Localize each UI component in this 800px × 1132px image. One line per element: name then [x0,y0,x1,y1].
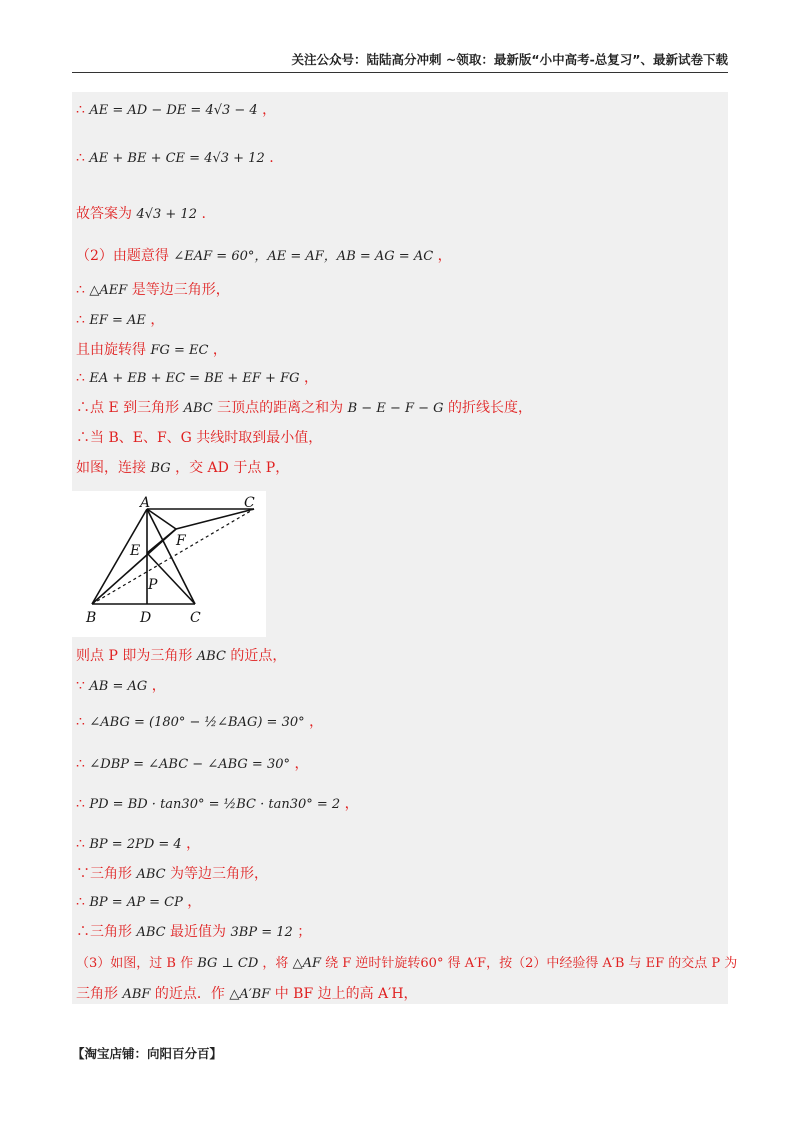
label-f: F [176,533,186,549]
line-8: ∴ EA + EB + EC = BE + EF + FG ， [76,370,318,386]
page-footer [72,1044,222,1062]
segment-fc-top [176,509,254,529]
label-b: B [86,610,97,626]
line-12: 则点 P 即为三角形 ABC 的近点， [76,648,287,664]
line-16: ∴ PD = BD · tan30° = ½BC · tan30° = 2 ， [76,796,359,812]
label-c-top: C [244,495,255,511]
line-22: 三角形 ABF 的近点．作 △A′BF 中 BF 边上的高 A′H， [76,986,418,1002]
label-e: E [130,543,141,559]
line-10: ∴当 B、E、F、G 共线时取到最小值， [76,430,323,446]
label-c-bottom: C [190,610,201,626]
line-7: 且由旋转得 FG = EC ， [76,342,227,358]
segment-bg-dashed [92,509,254,604]
footer-text: 【淘宝店铺：向阳百分百】 [72,1046,223,1061]
line-17: ∴ BP = 2PD = 4 ， [76,836,201,852]
line-4: （2）由题意得 ∠EAF = 60°，AE = AF，AB = AG = AC ， [76,248,452,264]
line-15: ∴ ∠DBP = ∠ABC − ∠ABG = 30° ， [76,756,309,772]
label-a: A [140,495,151,511]
line-19: ∴ BP = AP = CP ， [76,894,202,910]
line-14: ∴ ∠ABG = (180° − ½∠BAG) = 30° ， [76,714,324,730]
line-13: ∵ AB = AG ， [76,678,166,694]
page-header [72,50,728,73]
line-18: ∵三角形 ABC 为等边三角形， [76,866,269,882]
line-1: ∴ AE = AD − DE = 4√3 − 4 ， [76,102,277,118]
line-21: （3）如图，过 B 作 BG ⊥ CD ，将 △AF 绕 F 逆时针旋转60° 得 A′F，按（2）中经验得 A′B 与 EF 的交点 P 为 [76,956,738,971]
geometry-figure [72,491,266,637]
header-text: 关注公众号：陆陆高分冲刺 ~领取：最新版“小中高考-总复习”、最新试卷下载 [291,52,728,67]
line-5: ∴ △AEF 是等边三角形， [76,282,230,298]
segment-ef [147,529,176,553]
line-20: ∴三角形 ABC 最近值为 3BP = 12 ； [76,924,312,940]
label-p: P [148,577,158,593]
geometry-diagram [72,491,266,637]
line-9: ∴点 E 到三角形 ABC 三顶点的距离之和为 B − E − F − G 的折线长度， [76,400,532,416]
line-2: ∴ AE + BE + CE = 4√3 + 12 . [76,150,274,166]
line-11: 如图，连接 BG ，交 AD 于点 P， [76,460,290,476]
line-3: 故答案为 4√3 + 12 . [76,206,206,222]
line-6: ∴ EF = AE ， [76,312,165,328]
label-d: D [140,610,152,626]
